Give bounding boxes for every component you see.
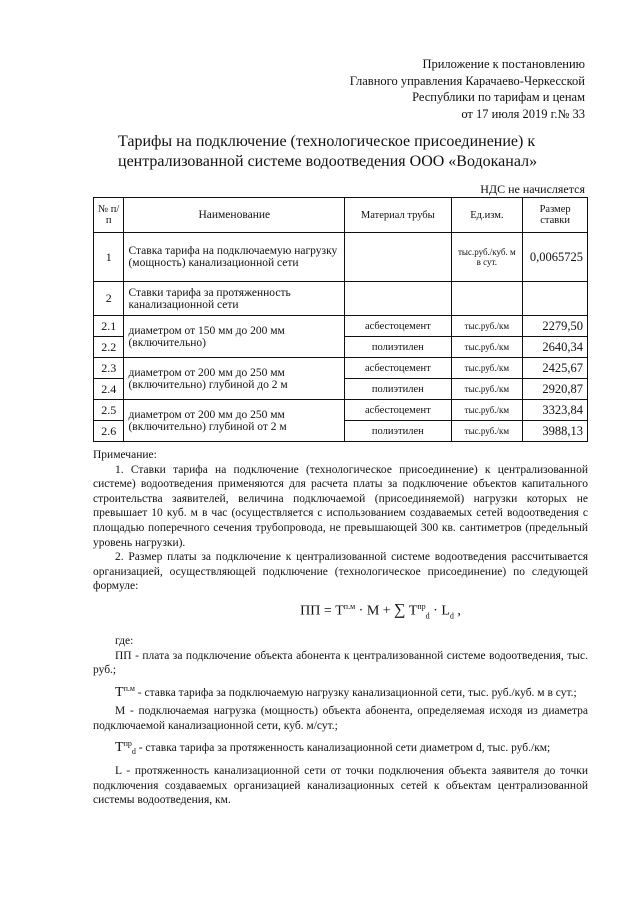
- formula-t-sup: п.м: [343, 601, 356, 611]
- formula-td-sub: d: [425, 611, 430, 621]
- header-name: Наименование: [124, 198, 345, 233]
- definition-t: [93, 682, 588, 700]
- row-no: 2.4: [94, 379, 124, 400]
- formula-lhs: ПП: [300, 603, 321, 619]
- table-row: [94, 358, 588, 379]
- row-material: асбестоцемент: [345, 316, 451, 337]
- row-no: 2.3: [94, 358, 124, 379]
- notes-section: [93, 448, 588, 808]
- header-material: Материал трубы: [345, 198, 451, 233]
- table-row: [94, 233, 588, 282]
- row-name: диаметром от 150 мм до 200 мм (включительно): [124, 316, 345, 358]
- row-unit: тыс.руб./км: [451, 358, 523, 379]
- row-no: 2.2: [94, 337, 124, 358]
- row-rate: 2640,34: [523, 337, 588, 358]
- definition-pp: ПП - плата за подключение объекта абонента к централизованной системе водоотведения, тыс. руб.;: [93, 649, 588, 677]
- row-material: асбестоцемент: [345, 358, 451, 379]
- def-td-sub: d: [131, 747, 136, 757]
- row-no: 2.5: [94, 400, 124, 421]
- header-line: Приложение к постановлению: [422, 57, 585, 71]
- formula-l-sub: d: [449, 611, 454, 621]
- row-no: 2.1: [94, 316, 124, 337]
- row-unit: тыс.руб./км: [451, 421, 523, 442]
- note-paragraph: 2. Размер платы за подключение к централизованной системе водоотведения рассчитывается организацией, осуществляющей подключение (технологическое присоединение) по следующей формуле:: [93, 551, 588, 593]
- table-row: [94, 400, 588, 421]
- vat-note: НДС не начисляется: [480, 182, 585, 196]
- formula-m: M: [366, 603, 380, 619]
- row-name: диаметром от 200 мм до 250 мм (включительно) глубиной от 2 м: [124, 400, 345, 442]
- document-header: [350, 56, 585, 122]
- table-row: [94, 316, 588, 337]
- def-t-text: - ставка тарифа за подключаемую нагрузку канализационной сети, тыс. руб./куб. м в сут.;: [137, 686, 577, 699]
- tariff-table: [93, 197, 588, 442]
- row-name: Ставка тарифа на подключаемую нагрузку (мощность) канализационной сети: [124, 233, 345, 282]
- row-unit: тыс.руб./куб. м в сут.: [451, 233, 523, 282]
- header-no: № п/п: [94, 198, 124, 233]
- row-material: полиэтилен: [345, 337, 451, 358]
- row-material: полиэтилен: [345, 421, 451, 442]
- row-unit: тыс.руб./км: [451, 379, 523, 400]
- row-rate: 3323,84: [523, 400, 588, 421]
- note-paragraph: 1. Ставки тарифа на подключение (технологическое присоединение) к централизованной системе) водоотведения применяются для расчета платы за подключение объектов капитального строительства заявителей, величина подключаемой (присоединяемой) нагрузки которых не превышает 10 куб. м в час (осуществляется с использованием создаваемых сетей водоотведения с площадью поперечного сечения трубопровода, не превышающей 300 кв. сантиметров (предельный уровень нагрузки).: [93, 463, 588, 549]
- row-rate: 2425,67: [523, 358, 588, 379]
- formula-td-sup: пр: [417, 601, 426, 611]
- row-no: 2.6: [94, 421, 124, 442]
- row-material: асбестоцемент: [345, 400, 451, 421]
- formula: ПП = $T^{п.м} \cdot M$ + ∑ $T^{пр}_d \cdot L_d$ ,: [300, 601, 461, 621]
- formula-t: T: [335, 603, 344, 619]
- def-t-sup: п.м: [123, 683, 135, 693]
- row-rate: 3988,13: [523, 421, 588, 442]
- definition-m: М - подключаемая нагрузка (мощность) объекта абонента, определяемая исходя из диаметра подключаемой канализационной сети, куб. м/сут.;: [93, 705, 588, 732]
- row-unit: тыс.руб./км: [451, 400, 523, 421]
- def-t-symbol: T: [115, 684, 124, 700]
- formula-l: L: [441, 603, 450, 619]
- notes-heading: Примечание:: [93, 449, 157, 461]
- row-no: 1: [94, 233, 124, 282]
- formula-td: T: [408, 603, 418, 619]
- header-unit: Ед.изм.: [451, 198, 523, 233]
- document-title: Тарифы на подключение (технологическое присоединение) к централизованной системе водоотведения ООО «Водоканал»: [118, 133, 538, 170]
- definition-l: L - протяженность канализационной сети от точки подключения объекта заявителя до точки подключения создаваемых организацией канализационных сетей к объектам централизованной системы водоотведения, км.: [93, 765, 588, 807]
- header-line: от 17 июля 2019 г.№ 33: [461, 106, 585, 121]
- row-name: диаметром от 200 мм до 250 мм (включительно) глубиной до 2 м: [124, 358, 345, 400]
- row-material: [345, 233, 451, 282]
- header-line: Главного управления Карачаево-Черкесской: [349, 73, 585, 88]
- header-rate: Размер ставки: [523, 198, 588, 233]
- row-rate: 0,0065725: [523, 233, 588, 282]
- row-name: Ставки тарифа за протяженность канализационной сети: [124, 282, 345, 316]
- row-unit: тыс.руб./км: [451, 316, 523, 337]
- table-header-row: [94, 198, 588, 233]
- row-rate: 2920,87: [523, 379, 588, 400]
- row-rate: [523, 282, 588, 316]
- row-unit: тыс.руб./км: [451, 337, 523, 358]
- row-unit: [451, 282, 523, 316]
- row-material: полиэтилен: [345, 379, 451, 400]
- def-td-text: - ставка тарифа за протяженность канализационной сети диаметром d, тыс. руб./км;: [138, 742, 551, 755]
- table-row: [94, 282, 588, 316]
- sum-symbol: ∑: [394, 601, 406, 619]
- row-material: [345, 282, 451, 316]
- row-no: 2: [94, 282, 124, 316]
- def-td-sup: пр: [123, 739, 132, 749]
- where-label: где:: [115, 634, 134, 647]
- header-line: Республики по тарифам и ценам: [412, 90, 585, 104]
- def-td-symbol: T: [115, 740, 124, 756]
- row-rate: 2279,50: [523, 316, 588, 337]
- definition-td: [93, 737, 588, 760]
